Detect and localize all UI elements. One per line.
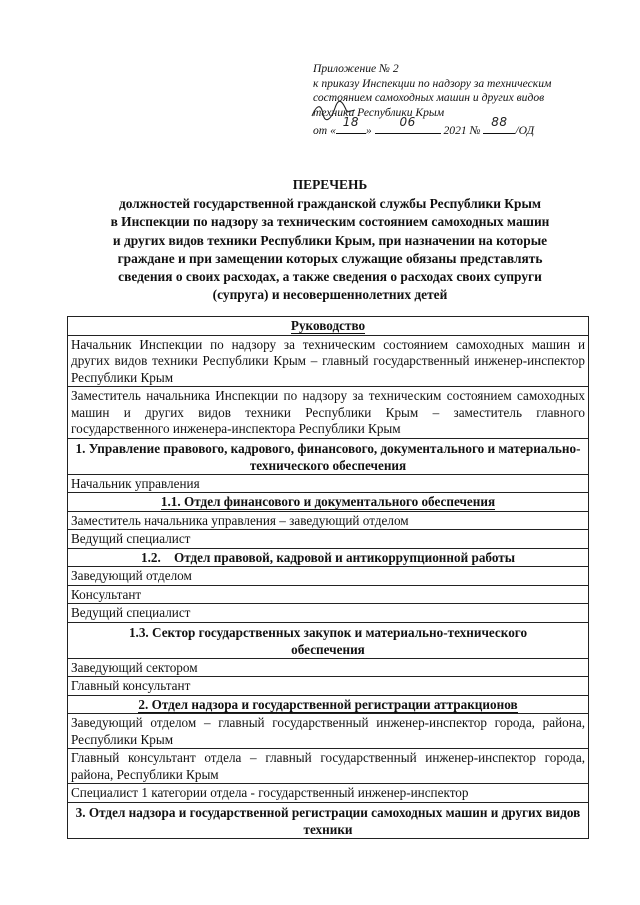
order-suffix: /ОД [515,124,535,138]
section-heading: 2. Отдел надзора и государственной регистрации аттракционов [138,696,518,712]
position-cell: Ведущий специалист [68,530,589,549]
position-cell: Начальник управления [68,474,589,493]
table-row [68,474,589,493]
position-cell: Консультант [68,585,589,604]
appendix-line: состоянием самоходных машин и других видов [313,91,545,105]
order-number-value: 88 [491,115,508,130]
order-number-field [483,115,515,134]
title-heading: ПЕРЕЧЕНЬ [292,177,368,192]
section-heading: 1. Управление правового, кадрового, финансового, документального и материально-технического обеспечения [68,438,589,474]
appendix-line: Приложение № 2 [313,62,399,75]
date-year-number-label: 2021 № [443,124,481,138]
title-line: сведения о своих расходах, а также сведения о расходах своих супруги [118,269,542,285]
positions-table [67,316,589,839]
section-heading: 1.3. Сектор государственных закупок и материально-технического обеспечения [128,624,528,657]
position-cell: Главный консультант отдела – главный государственный инженер-инспектор города, района, Республики Крым [68,749,589,784]
title-line: граждане и при замещении которых служащие обязаны представлять [117,250,543,266]
section-row [68,622,589,658]
section-heading: 1.1. Отдел финансового и документального обеспечения [160,494,496,509]
section-heading: 3. Отдел надзора и государственной регистрации самоходных машин и других видов техники [68,802,589,838]
position-cell: Специалист 1 категории отдела - государственный инженер-инспектор [68,784,589,803]
date-month-field [375,115,441,134]
table-row [68,530,589,549]
position-cell: Заведующий отделом – главный государственный инженер-инспектор города, района, Республики Крым [68,714,589,749]
position-cell: Ведущий специалист [68,604,589,623]
date-day-field [336,115,366,134]
date-month-value: 06 [399,115,416,130]
table-row [68,677,589,696]
appendix-line: к приказу Инспекции по надзору за техническим [313,76,552,90]
appendix-line-text: техники Республики Крым [313,105,445,119]
title-line: в Инспекции по надзору за техническим состоянием самоходных машин [110,214,550,230]
date-day-value: 18 [342,115,360,130]
section-heading: 1.2. Отдел правовой, кадровой и антикоррупционной работы [140,549,516,565]
title-line: и других видов техники Республики Крым, при назначении на которые [112,232,548,248]
title-line: (супруга) и несовершеннолетних детей [212,287,448,303]
date-mid: » [365,124,372,138]
table-row [68,511,589,530]
section-row [68,438,589,474]
position-cell: Заместитель начальника Инспекции по надзору за техническим состоянием самоходных машин и других видов техники Республики Крым – заместитель главного государственного инженера-инспектора Республики Крым [68,387,589,439]
appendix-note [313,62,613,139]
title-line: должностей государственной гражданской службы Республики Крым [118,196,542,212]
position-cell: Заместитель начальника управления – заведующий отделом [68,511,589,530]
section-row [68,548,589,567]
table-row [68,714,589,749]
table-row [68,749,589,784]
table-row [68,658,589,677]
position-cell: Заведующий отделом [68,567,589,586]
table-row [68,784,589,803]
section-row [68,802,589,838]
position-cell: Начальник Инспекции по надзору за техническим состоянием самоходных машин и других видов техники Республики Крым – главный государственный инженер-инспектор Республики Крым [68,335,589,387]
section-row [68,493,589,512]
section-row [68,317,589,336]
section-heading: Руководство [290,318,366,333]
position-cell: Главный консультант [68,677,589,696]
date-prefix: от « [313,124,336,138]
position-cell: Заведующий сектором [68,658,589,677]
section-row [68,695,589,714]
table-row [68,335,589,387]
document-title [70,176,590,304]
table-row [68,567,589,586]
table-row [68,387,589,439]
order-date-line [313,115,613,139]
table-row [68,585,589,604]
table-row [68,604,589,623]
